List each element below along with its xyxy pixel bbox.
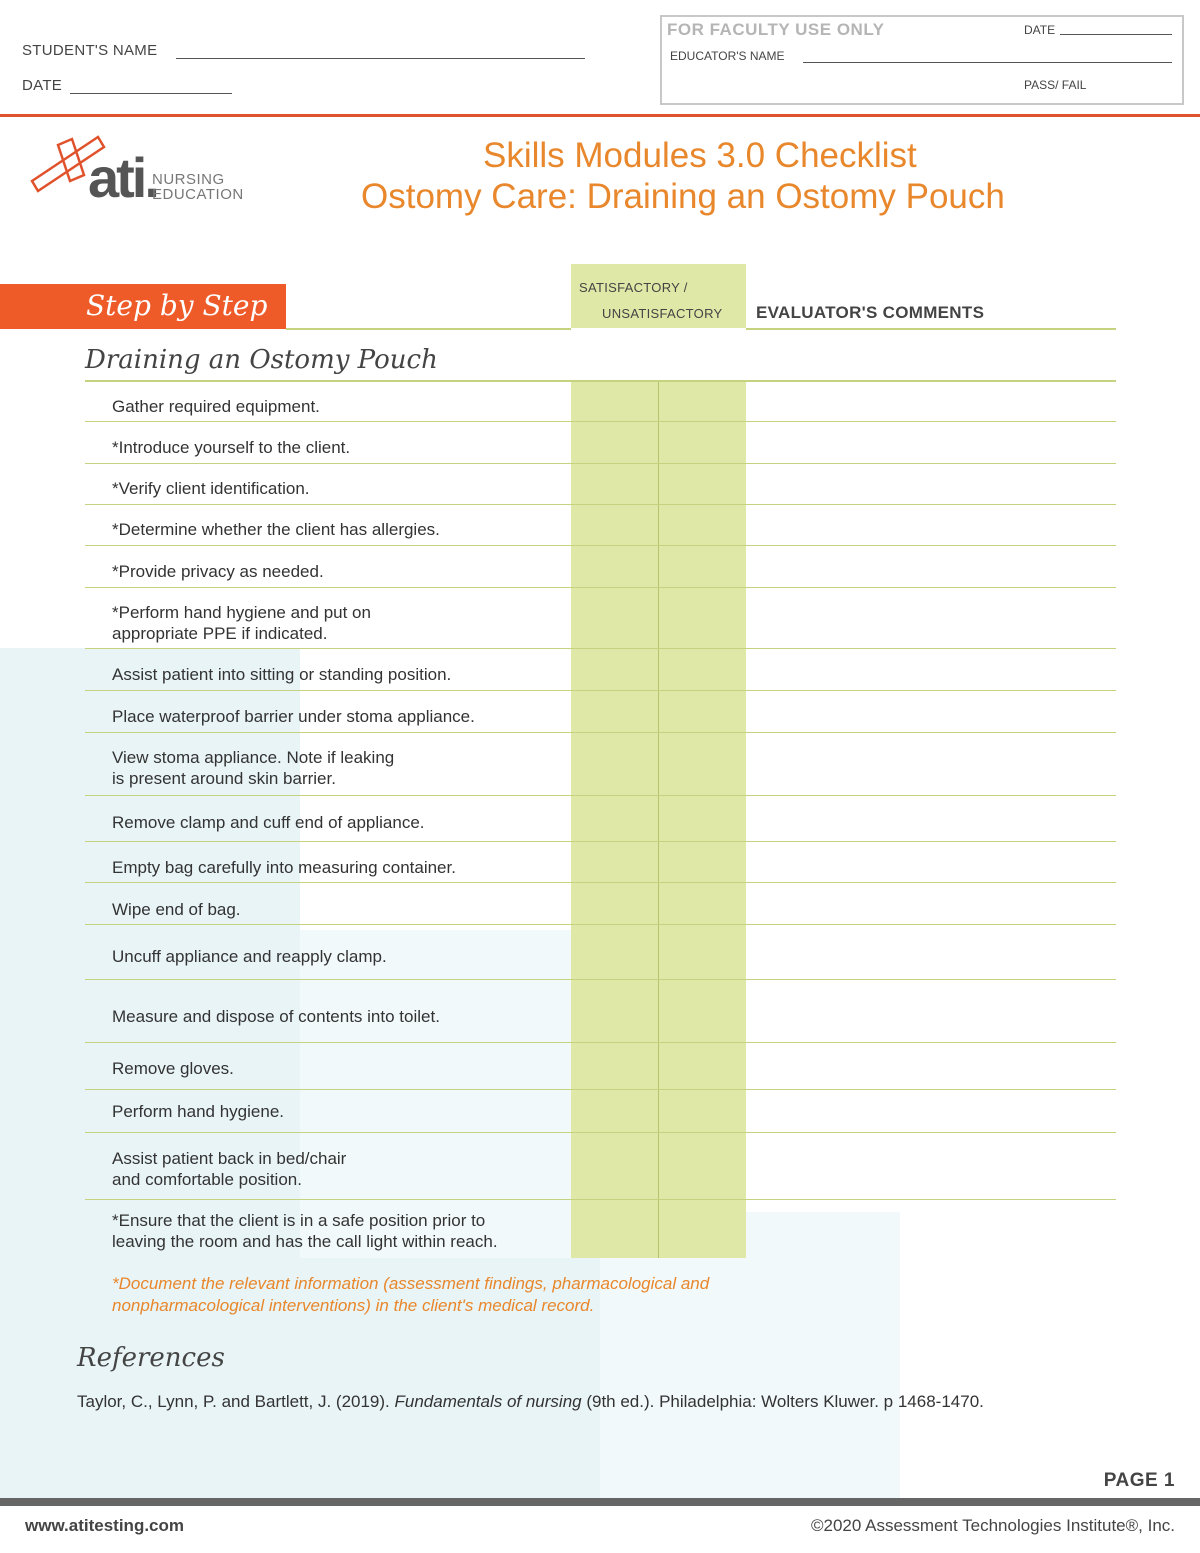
row-divider bbox=[85, 1199, 1116, 1200]
page-title: Skills Modules 3.0 Checklist bbox=[483, 136, 917, 175]
step-item bbox=[112, 899, 241, 920]
step-text: View stoma appliance. Note if leaking bbox=[112, 748, 395, 767]
row-divider bbox=[85, 732, 1116, 733]
step-text: Empty bag carefully into measuring container. bbox=[112, 858, 456, 877]
step-text: Gather required equipment. bbox=[112, 397, 320, 416]
step-text: Remove clamp and cuff end of appliance. bbox=[112, 813, 425, 832]
step-item bbox=[112, 664, 451, 685]
step-text: *Provide privacy as needed. bbox=[112, 562, 324, 581]
step-item bbox=[112, 747, 394, 789]
step-text: *Introduce yourself to the client. bbox=[112, 438, 351, 457]
evaluator-comments-label: EVALUATOR'S COMMENTS bbox=[756, 303, 985, 322]
step-by-step-label: Step by Step bbox=[86, 289, 268, 322]
header-rule bbox=[0, 114, 1200, 117]
step-text: Assist patient into sitting or standing position. bbox=[112, 665, 452, 684]
copyright: ©2020 Assessment Technologies Institute®, Inc. bbox=[811, 1516, 1175, 1535]
step-text: Place waterproof barrier under stoma appliance. bbox=[112, 707, 475, 726]
section-rule bbox=[85, 380, 1116, 382]
page-subtitle: Ostomy Care: Draining an Ostomy Pouch bbox=[361, 177, 1005, 216]
row-divider bbox=[85, 1089, 1116, 1090]
step-text-continued: is present around skin barrier. bbox=[112, 769, 336, 788]
step-item bbox=[112, 478, 310, 499]
step-item bbox=[112, 1006, 440, 1027]
date-field[interactable] bbox=[70, 93, 232, 94]
row-divider bbox=[85, 504, 1116, 505]
citation-authors: Taylor, C., Lynn, P. and Bartlett, J. (2019). bbox=[77, 1392, 395, 1411]
row-divider bbox=[85, 882, 1116, 883]
educator-name-label: EDUCATOR'S NAME bbox=[670, 49, 785, 63]
step-item bbox=[112, 857, 456, 878]
row-divider bbox=[85, 463, 1116, 464]
step-item bbox=[112, 1148, 346, 1190]
step-item bbox=[112, 1101, 284, 1122]
step-item bbox=[112, 1210, 498, 1252]
row-divider bbox=[85, 1132, 1116, 1133]
step-text: *Determine whether the client has allergies. bbox=[112, 520, 440, 539]
row-divider bbox=[85, 1042, 1116, 1043]
logo-mark: ati. bbox=[88, 146, 157, 209]
step-item bbox=[112, 946, 387, 967]
faculty-title: FOR FACULTY USE ONLY bbox=[667, 20, 885, 39]
logo-education: EDUCATION bbox=[152, 186, 244, 203]
step-text: Uncuff appliance and reapply clamp. bbox=[112, 947, 387, 966]
step-text: *Ensure that the client is in a safe position prior to bbox=[112, 1211, 486, 1230]
step-text: *Perform hand hygiene and put on bbox=[112, 603, 371, 622]
row-divider bbox=[85, 795, 1116, 796]
row-divider bbox=[85, 690, 1116, 691]
row-divider bbox=[85, 924, 1116, 925]
page-number: PAGE 1 bbox=[1103, 1470, 1175, 1491]
educator-name-field[interactable] bbox=[803, 62, 1172, 63]
satisfactory-divider bbox=[658, 381, 659, 1258]
header-bottom-rule bbox=[746, 328, 1116, 330]
step-item bbox=[112, 1058, 234, 1079]
step-item bbox=[112, 812, 425, 833]
step-text: Wipe end of bag. bbox=[112, 900, 241, 919]
step-text: Assist patient back in bed/chair bbox=[112, 1149, 347, 1168]
documentation-note: *Document the relevant information (assessment findings, pharmacological and nonpharmacological interventions) in the client's medical record. bbox=[112, 1274, 710, 1315]
references-title: References bbox=[77, 1343, 225, 1373]
step-item bbox=[112, 396, 320, 417]
header-bottom-rule bbox=[286, 328, 571, 330]
step-item bbox=[112, 561, 324, 582]
step-item bbox=[112, 519, 440, 540]
step-text: Remove gloves. bbox=[112, 1059, 234, 1078]
step-item bbox=[112, 706, 475, 727]
section-title: Draining an Ostomy Pouch bbox=[85, 345, 438, 375]
faculty-date-label: DATE bbox=[1024, 23, 1056, 37]
citation-book-title: Fundamentals of nursing bbox=[394, 1392, 582, 1411]
pass-fail-label: PASS/ FAIL bbox=[1024, 78, 1087, 92]
step-item bbox=[112, 437, 350, 458]
row-divider bbox=[85, 545, 1116, 546]
step-text: Perform hand hygiene. bbox=[112, 1102, 284, 1121]
logo-nursing: NURSING bbox=[152, 171, 225, 188]
step-by-step-banner bbox=[0, 284, 286, 329]
row-divider bbox=[85, 587, 1116, 588]
faculty-date-field[interactable] bbox=[1060, 34, 1172, 35]
student-name-label: STUDENT'S NAME bbox=[22, 42, 158, 59]
satisfactory-label: SATISFACTORY / bbox=[579, 280, 688, 295]
citation-publisher: (9th ed.). Philadelphia: Wolters Kluwer. p 1468-1470. bbox=[581, 1392, 984, 1411]
reference-citation bbox=[77, 1392, 984, 1412]
step-text: *Verify client identification. bbox=[112, 479, 310, 498]
step-text-continued: appropriate PPE if indicated. bbox=[112, 624, 328, 643]
footer-rule bbox=[0, 1498, 1200, 1506]
unsatisfactory-label: UNSATISFACTORY bbox=[602, 306, 723, 321]
row-divider bbox=[85, 979, 1116, 980]
step-text: Measure and dispose of contents into toilet. bbox=[112, 1007, 440, 1026]
step-item bbox=[112, 602, 371, 644]
step-text-continued: and comfortable position. bbox=[112, 1170, 302, 1189]
row-divider bbox=[85, 421, 1116, 422]
row-divider bbox=[85, 841, 1116, 842]
step-text-continued: leaving the room and has the call light within reach. bbox=[112, 1232, 498, 1251]
date-label: DATE bbox=[22, 77, 63, 94]
student-name-field[interactable] bbox=[176, 58, 585, 59]
row-divider bbox=[85, 648, 1116, 649]
website-link[interactable]: www.atitesting.com bbox=[25, 1516, 185, 1535]
